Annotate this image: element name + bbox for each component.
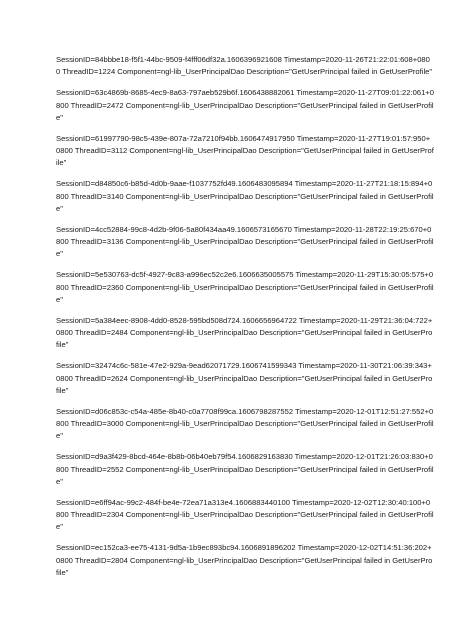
- log-entry: SessionID=63c4869b-8685-4ec9-8a63-797aeb529b6f.1606438882061 Timestamp=2020-11-27T09:01:22:061+0800 ThreadID=2472 Component=ngl-lib_UserPrincipalDao Description="GetUserPrincipal failed in GetUserProfile": [56, 88, 434, 122]
- log-entry: SessionID=32474c6c-581e-47e2-929a-9ead62071729.1606741599343 Timestamp=2020-11-30T21:06:39:343+0800 ThreadID=2624 Component=ngl-lib_UserPrincipalDao Description="GetUserPrincipal failed in GetUserProfile": [56, 361, 433, 395]
- log-entry: SessionID=e6ff94ac-99c2-484f-be4e-72ea71a313e4.1606883440100 Timestamp=2020-12-02T12:30:40:100+0800 ThreadID=2304 Component=ngl-lib_UserPrincipalDao Description="GetUserPrincipal failed in GetUserProfile": [56, 497, 434, 532]
- log-entry: SessionID=84bbbe18-f5f1-44bc-9509-f4fff06df32a.1606396921608 Timestamp=2020-11-26T21:22:01:608+0800 ThreadID=1224 Component=ngl-lib_UserPrincipalDao Description="GetUserPrincipal failed in GetUserProfile": [56, 55, 433, 77]
- log-entry: SessionID=5e530763-dc5f-4927-9c83-a996ec52c2e6.1606635005575 Timestamp=2020-11-29T15:30:05:575+0800 ThreadID=2360 Component=ngl-lib_UserPrincipalDao Description="GetUserPrincipal failed in GetUserProfile": [56, 270, 434, 304]
- log-entry: SessionID=d9a3f429-8bcd-464e-8b8b-06b40eb79f54.1606829163830 Timestamp=2020-12-01T21:26:03:830+0800 ThreadID=2552 Component=ngl-lib_UserPrincipalDao Description="GetUserPrincipal failed in GetUserProfile": [56, 452, 434, 486]
- log-entry: SessionID=d84850c6-b85d-4d0b-9aae-f1037752fd49.1606483095894 Timestamp=2020-11-27T21:18:15:894+0800 ThreadID=3140 Component=ngl-lib_UserPrincipalDao Description="GetUserPrincipal failed in GetUserProfile": [56, 179, 434, 213]
- log-entry: SessionID=4cc52884-99c8-4d2b-9f06-5a80f434aa49.1606573165670 Timestamp=2020-11-28T22:19:25:670+0800 ThreadID=3136 Component=ngl-lib_UserPrincipalDao Description="GetUserPrincipal failed in GetUserProfile": [56, 224, 434, 259]
- log-entry: SessionID=5a384eec-8908-4dd0-8528-595bd508d724.1606656964722 Timestamp=2020-11-29T21:36:04:722+0800 ThreadID=2484 Component=ngl-lib_UserPrincipalDao Description="GetUserPrincipal failed in GetUserProfile": [56, 315, 433, 350]
- log-entry: SessionID=d06c853c-c54a-485e-8b40-c0a7708f99ca.1606798287552 Timestamp=2020-12-01T12:51:27:552+0800 ThreadID=3000 Component=ngl-lib_UserPrincipalDao Description="GetUserPrincipal failed in GetUserProfile": [56, 406, 434, 441]
- log-entry: SessionID=61997790-98c5-439e-807a-72a7210f94bb.1606474917950 Timestamp=2020-11-27T19:01:57:950+0800 ThreadID=3112 Component=ngl-lib_UserPrincipalDao Description="GetUserPrincipal failed in GetUserProfile": [56, 133, 434, 168]
- log-entry: SessionID=ec152ca3-ee75-4131-9d5a-1b9ec893bc94.1606891896202 Timestamp=2020-12-02T14:51:36:202+0800 ThreadID=2804 Component=ngl-lib_UserPrincipalDao Description="GetUserPrincipal failed in GetUserProfile": [56, 543, 433, 577]
